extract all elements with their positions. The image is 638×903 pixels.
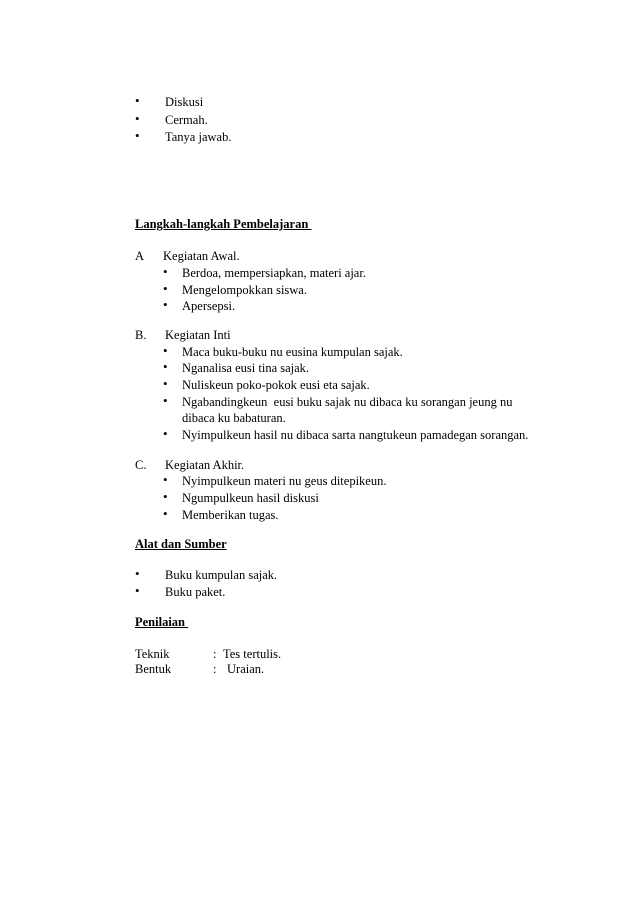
section-letter: C. [135,458,147,472]
bullet-icon: • [163,506,168,521]
colon-separator: : [213,662,217,676]
bullet-icon: • [163,376,168,391]
bullet-icon: • [163,343,168,358]
bullet-icon: • [135,128,140,143]
list-item: Ngumpulkeun hasil diskusi [182,491,319,505]
bullet-icon: • [163,489,168,504]
bullet-icon: • [163,281,168,296]
assessment-label: Bentuk [135,662,172,676]
section-letter: B. [135,328,147,342]
section-title: Kegiatan Inti [165,328,231,342]
tools-heading: Alat dan Sumber [135,537,227,551]
methods-item: Diskusi [165,95,204,109]
assessment-heading: Penilaian [135,615,189,629]
section-title: Kegiatan Awal. [163,249,240,263]
bullet-icon: • [163,472,168,487]
bullet-icon: • [163,359,168,374]
bullet-icon: • [135,93,140,108]
bullet-icon: • [163,426,168,441]
bullet-icon: • [163,297,168,312]
learning-steps-heading: Langkah-langkah Pembelajaran [135,217,312,231]
list-item: Berdoa, mempersiapkan, materi ajar. [182,266,366,280]
assessment-value: Uraian. [227,662,265,676]
list-item-continuation: dibaca ku babaturan. [182,411,286,425]
assessment-value: Tes tertulis. [223,647,282,661]
bullet-icon: • [163,393,168,408]
bullet-icon: • [135,583,140,598]
list-item: Nganalisa eusi tina sajak. [182,361,310,375]
list-item: Nyimpulkeun hasil nu dibaca sarta nangtukeun pamadegan sorangan. [182,428,529,442]
list-item: Nyimpulkeun materi nu geus ditepikeun. [182,474,387,488]
list-item: Ngabandingkeun eusi buku sajak nu dibaca ku sorangan jeung nu [182,395,513,409]
bullet-icon: • [135,111,140,126]
list-item: Buku paket. [165,585,226,599]
methods-item: Tanya jawab. [165,130,232,144]
assessment-label: Teknik [135,647,170,661]
colon-separator: : [213,647,217,661]
list-item: Mengelompokkan siswa. [182,283,307,297]
list-item: Apersepsi. [182,299,236,313]
bullet-icon: • [135,566,140,581]
list-item: Buku kumpulan sajak. [165,568,278,582]
section-title: Kegiatan Akhir. [165,458,245,472]
list-item: Nuliskeun poko-pokok eusi eta sajak. [182,378,370,392]
list-item: Maca buku-buku nu eusina kumpulan sajak. [182,345,403,359]
list-item: Memberikan tugas. [182,508,279,522]
methods-item: Cermah. [165,113,208,127]
section-letter: A [135,249,145,263]
bullet-icon: • [163,264,168,279]
